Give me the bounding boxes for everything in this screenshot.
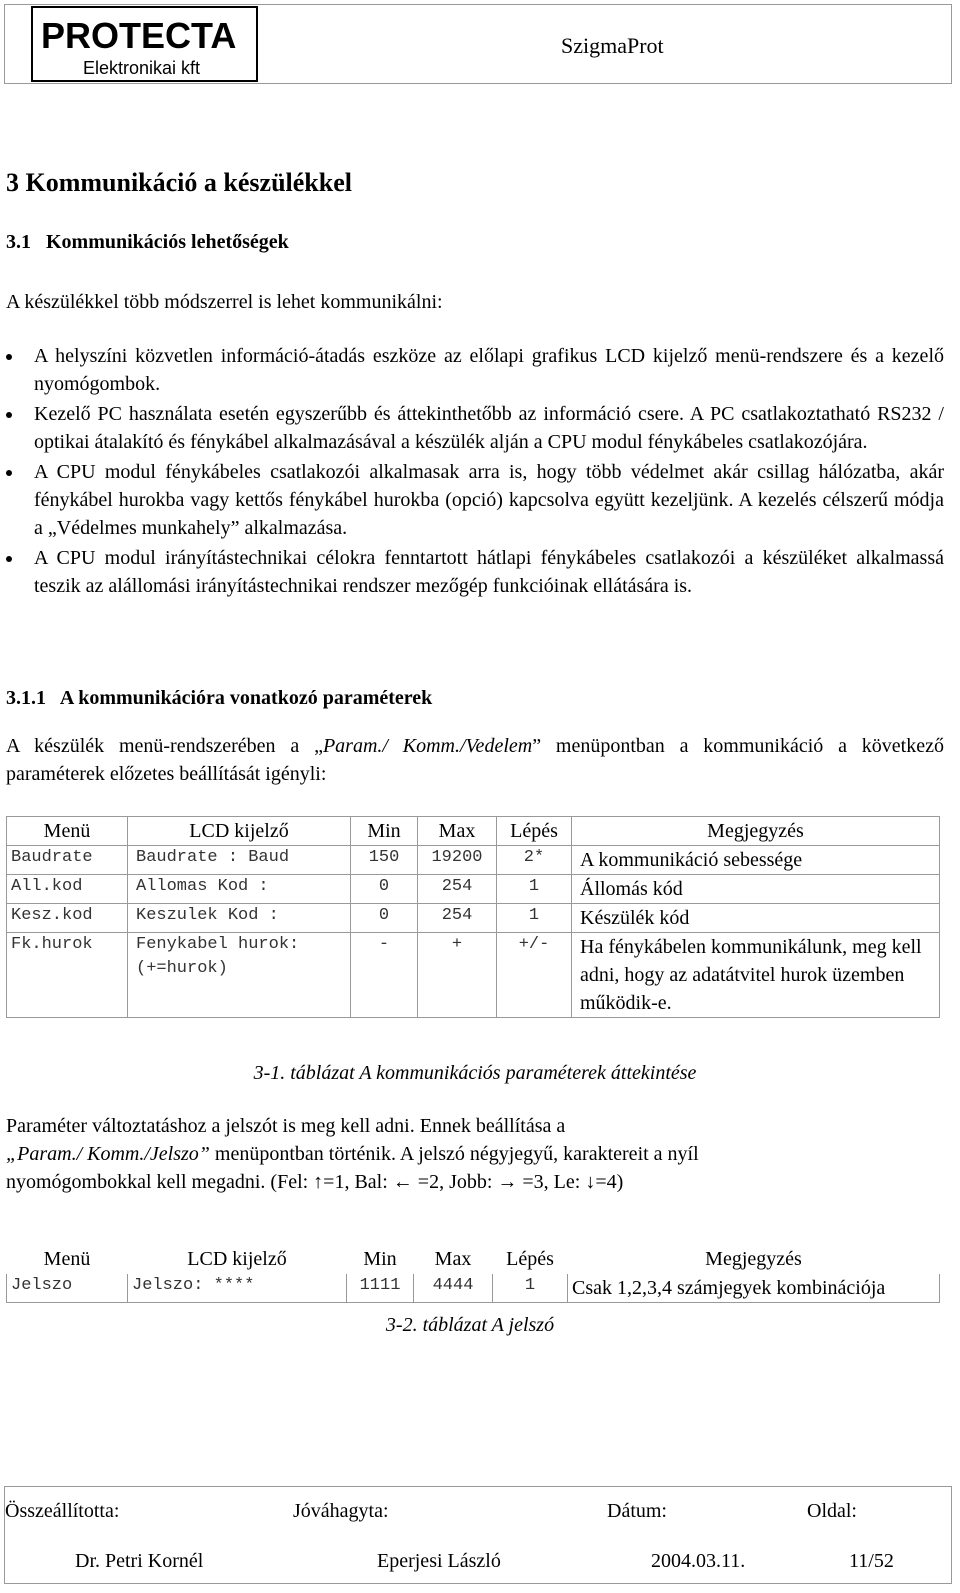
col-header-menu: Menü xyxy=(7,817,128,846)
cell-lcd: Keszulek Kod : xyxy=(128,904,351,933)
section-3-1-heading: 3.1 Kommunikációs lehetőségek xyxy=(6,231,289,253)
logo-sub-text: Elektronikai kft xyxy=(83,58,201,78)
menu-para-pre: A készülék menü-rendszerében a „ xyxy=(6,735,323,757)
table-header-row xyxy=(7,1245,940,1274)
cell-max: + xyxy=(418,933,497,1018)
table-row xyxy=(7,846,940,875)
list-item xyxy=(6,342,944,398)
table-row xyxy=(7,933,940,1018)
table-1-caption: 3-1. táblázat A kommunikációs paraméterek áttekintése xyxy=(253,1062,697,1084)
footer-approver: Eperjesi László xyxy=(377,1550,501,1572)
cell-menu: Baudrate xyxy=(7,846,128,875)
parameter-table xyxy=(6,816,940,1018)
cell-step: 1 xyxy=(497,904,572,933)
bullet-icon xyxy=(6,470,12,476)
cell-min: 150 xyxy=(351,846,418,875)
cell-min: 1111 xyxy=(347,1274,414,1303)
cell-note: Készülék kód xyxy=(572,904,940,933)
cell-max: 254 xyxy=(418,904,497,933)
cell-step: 2* xyxy=(497,846,572,875)
section-3-1-1-heading: 3.1.1 A kommunikációra vonatkozó paraméterek xyxy=(6,687,433,709)
bullet-text: A CPU modul fénykábeles csatlakozói alkalmasak arra is, hogy több védelmet akár csillag hálózatba, akár fénykábel hurokba vagy kettős fénykábel hurokba (opció) kapcsolva együtt kezeljünk. A kezelés célszerű módja a „Védelmes munkahely” alkalmazása. xyxy=(34,461,944,539)
col-header-lcd: LCD kijelző xyxy=(128,817,351,846)
col-header-note: Megjegyzés xyxy=(705,1248,802,1270)
footer-label-date: Dátum: xyxy=(607,1500,667,1522)
footer-label-author: Összeállította: xyxy=(5,1500,120,1522)
cell-menu: All.kod xyxy=(7,875,128,904)
cell-note: Ha fénykábelen kommunikálunk, meg kell adni, hogy az adatátvitel hurok üzemben működik-e. xyxy=(572,933,940,1018)
list-item xyxy=(6,400,944,456)
cell-min: 0 xyxy=(351,904,418,933)
cell-min: - xyxy=(351,933,418,1018)
cell-lcd: Jelszo: **** xyxy=(128,1274,347,1303)
footer-author: Dr. Petri Kornél xyxy=(75,1550,204,1572)
bullet-icon xyxy=(6,412,12,418)
cell-max: 19200 xyxy=(418,846,497,875)
col-header-note: Megjegyzés xyxy=(572,817,940,846)
col-header-step: Lépés xyxy=(497,817,572,846)
cell-menu: Kesz.kod xyxy=(7,904,128,933)
table-row xyxy=(7,1274,940,1303)
bullet-icon xyxy=(6,556,12,562)
cell-note: A kommunikáció sebessége xyxy=(572,846,940,875)
cell-max: 4444 xyxy=(414,1274,493,1303)
cell-max: 254 xyxy=(418,875,497,904)
password-para-line2: menüpontban történik. A jelszó négyjegyű, karaktereit a nyíl xyxy=(209,1143,699,1165)
cell-lcd: Baudrate : Baud xyxy=(128,846,351,875)
bullet-list xyxy=(6,342,944,600)
footer-page-number: 11/52 xyxy=(849,1550,894,1572)
list-item xyxy=(6,544,944,600)
bullet-text: A CPU modul irányítástechnikai célokra fenntartott hátlapi fénykábeles csatlakozói a készüléket alkalmassá teszik az alállomási irányítástechnikai rendszer mezőgép funkcióinak ellátására is. xyxy=(34,547,944,597)
password-para-line3: nyomógombokkal kell megadni. (Fel: ↑=1, Bal: ← =2, Jobb: → =3, Le: ↓=4) xyxy=(6,1171,624,1193)
page-header xyxy=(4,4,952,84)
list-item xyxy=(6,458,944,542)
col-header-max: Max xyxy=(418,817,497,846)
cell-note: Csak 1,2,3,4 számjegyek kombinációja xyxy=(568,1274,940,1303)
footer-label-approver: Jóváhagyta: xyxy=(293,1500,389,1522)
cell-min: 0 xyxy=(351,875,418,904)
cell-menu: Fk.hurok xyxy=(7,933,128,1018)
password-table xyxy=(6,1244,940,1303)
table-row xyxy=(7,904,940,933)
page-footer xyxy=(4,1486,952,1584)
col-header-menu: Menü xyxy=(43,1248,91,1270)
menu-para-post: ” menüpontban a kommunikáció a következő paraméterek előzetes beállítását igényli: xyxy=(6,735,944,785)
password-menu-path: „Param./ Komm./Jelszo” xyxy=(6,1143,210,1165)
table-2-caption: 3-2. táblázat A jelszó xyxy=(385,1314,555,1336)
cell-step: 1 xyxy=(497,875,572,904)
col-header-min: Min xyxy=(363,1248,397,1270)
cell-menu: Jelszo xyxy=(7,1274,128,1303)
menu-path: Param./ Komm./Vedelem xyxy=(322,735,533,757)
cell-lcd: Fenykabel hurok: (+=hurok) xyxy=(128,933,351,1018)
col-header-lcd: LCD kijelző xyxy=(187,1248,287,1270)
cell-note: Állomás kód xyxy=(572,875,940,904)
footer-label-page: Oldal: xyxy=(807,1500,857,1522)
intro-paragraph: A készülékkel több módszerrel is lehet kommunikálni: xyxy=(6,291,443,313)
table-header-row xyxy=(7,817,940,846)
col-header-max: Max xyxy=(434,1248,472,1270)
logo-main-text: PROTECTA xyxy=(41,15,237,56)
col-header-step: Lépés xyxy=(506,1248,554,1270)
table-row xyxy=(7,875,940,904)
bullet-text: A helyszíni közvetlen információ-átadás eszköze az előlapi grafikus LCD kijelző menü-rendszere és a kezelő nyomógombok. xyxy=(34,345,944,395)
company-logo xyxy=(31,6,258,82)
cell-step: +/- xyxy=(497,933,572,1018)
bullet-icon xyxy=(6,354,12,360)
col-header-min: Min xyxy=(351,817,418,846)
password-para-line1: Paraméter változtatáshoz a jelszót is meg kell adni. Ennek beállítása a xyxy=(6,1115,566,1137)
document-title: SzigmaProt xyxy=(561,33,664,58)
cell-lcd: Allomas Kod : xyxy=(128,875,351,904)
section-3-heading: 3 Kommunikáció a készülékkel xyxy=(6,168,352,197)
menu-paragraph xyxy=(6,732,944,788)
footer-date: 2004.03.11. xyxy=(651,1550,746,1572)
password-paragraph xyxy=(6,1112,944,1196)
bullet-text: Kezelő PC használata esetén egyszerűbb és áttekinthetőbb az információ csere. A PC csatlakoztatható RS232 / optikai átalakító és fénykábel alkalmazásával a készülék alján a CPU modul fénykábeles csatlakozójára. xyxy=(34,403,944,453)
cell-step: 1 xyxy=(493,1274,568,1303)
